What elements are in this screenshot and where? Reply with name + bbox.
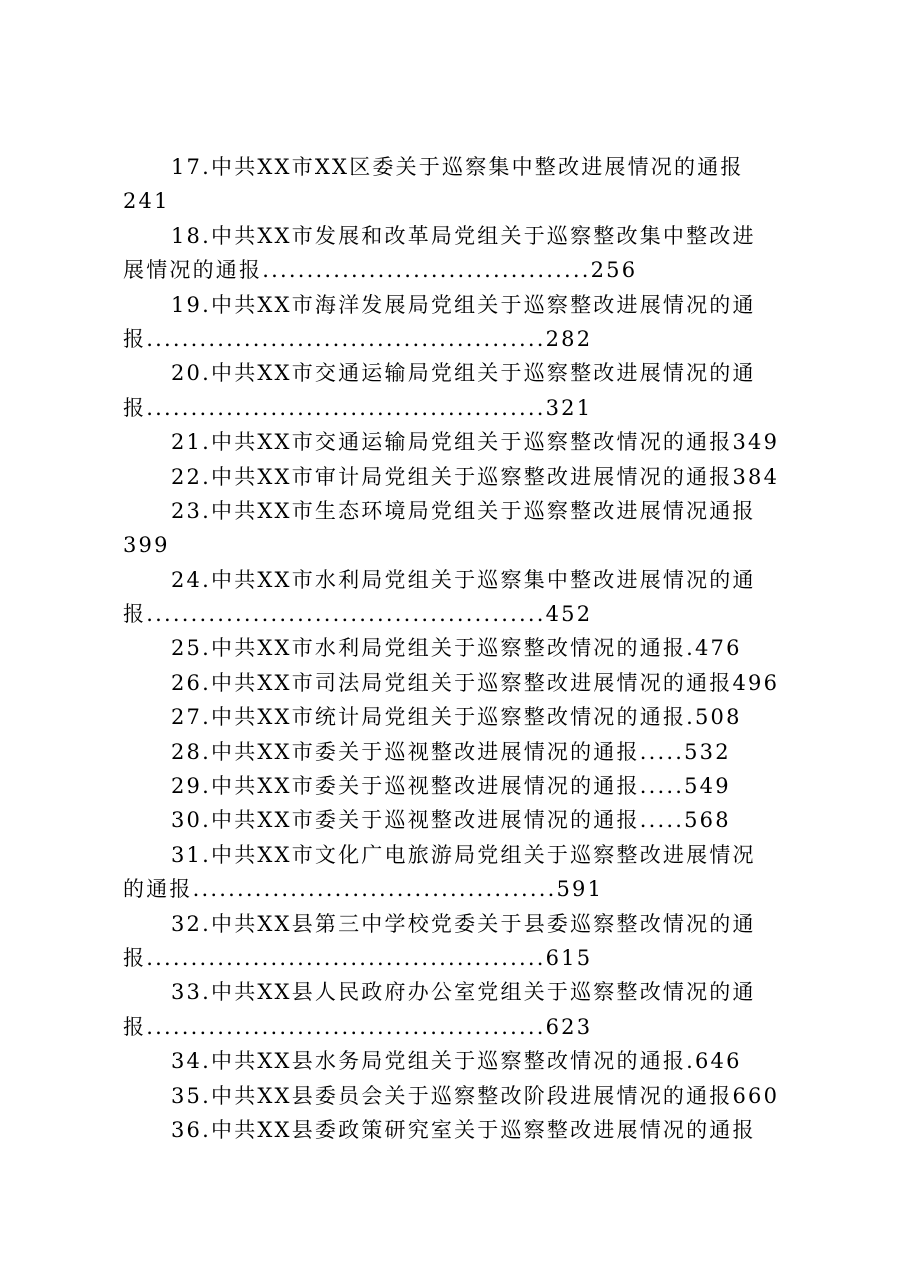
toc-entry[interactable] [123,494,798,563]
toc-entry-title: 33.中共XX县人民政府办公室党组关于巡察整改情况的通 [171,980,756,1005]
toc-entry[interactable] [123,150,798,219]
toc-entry-continuation: 报.............................................321 [123,395,593,420]
toc-entry[interactable] [123,1044,798,1078]
toc-entry-title: 31.中共XX市文化广电旅游局党组关于巡察整改进展情况 [171,842,756,867]
toc-entry-title: 21.中共XX市交通运输局党组关于巡察整改情况的通报349 [171,430,780,455]
toc-entry-title: 28.中共XX市委关于巡视整改进展情况的通报.....532 [171,739,731,764]
toc-entry-title: 23.中共XX市生态环境局党组关于巡察整改进展情况通报 [171,498,756,523]
toc-entry-title: 24.中共XX市水利局党组关于巡察集中整改进展情况的通 [171,567,756,592]
toc-entry-title: 18.中共XX市发展和改革局党组关于巡察整改集中整改进 [171,223,756,248]
toc-entry-continuation: 展情况的通报.....................................256 [123,258,638,283]
toc-entry-title: 19.中共XX市海洋发展局党组关于巡察整改进展情况的通 [171,292,756,317]
toc-entry-continuation: 报.............................................623 [123,1014,593,1039]
toc-entry[interactable] [123,288,798,357]
toc-entry-continuation: 报.............................................452 [123,602,593,627]
toc-entry-title: 27.中共XX市统计局党组关于巡察整改情况的通报.508 [171,705,742,730]
toc-entry-title: 20.中共XX市交通运输局党组关于巡察整改进展情况的通 [171,361,756,386]
toc-entry[interactable] [123,838,798,907]
toc-entry[interactable] [123,907,798,976]
table-of-contents [123,150,798,1147]
toc-entry[interactable] [123,425,798,459]
toc-entry-continuation: 报.............................................615 [123,945,593,970]
toc-entry-title: 35.中共XX县委员会关于巡察整改阶段进展情况的通报660 [171,1083,780,1108]
toc-entry-title: 26.中共XX市司法局党组关于巡察整改进展情况的通报496 [171,670,780,695]
toc-entry[interactable] [123,563,798,632]
toc-entry-page: 399 [123,533,170,558]
toc-entry[interactable] [123,735,798,769]
toc-entry-title: 25.中共XX市水利局党组关于巡察整改情况的通报.476 [171,636,742,661]
toc-entry-title: 17.中共XX市XX区委关于巡察集中整改进展情况的通报 [171,155,744,179]
toc-entry[interactable] [123,1079,798,1113]
toc-entry[interactable] [123,219,798,288]
toc-entry-title: 36.中共XX县委政策研究室关于巡察整改进展情况的通报 [171,1117,756,1142]
toc-entry[interactable] [123,666,798,700]
toc-entry-page: 241 [123,189,170,214]
toc-entry-title: 34.中共XX县水务局党组关于巡察整改情况的通报.646 [171,1049,742,1074]
toc-entry[interactable] [123,975,798,1044]
toc-entry-title: 22.中共XX市审计局党组关于巡察整改进展情况的通报384 [171,464,780,489]
toc-entry[interactable] [123,769,798,803]
toc-entry-title: 30.中共XX市委关于巡视整改进展情况的通报.....568 [171,808,731,833]
toc-entry[interactable] [123,356,798,425]
toc-entry-continuation: 的通报.........................................591 [123,877,604,902]
toc-entry[interactable] [123,700,798,734]
toc-entry[interactable] [123,460,798,494]
toc-entry-continuation: 报.............................................282 [123,326,593,351]
toc-entry-title: 32.中共XX县第三中学校党委关于县委巡察整改情况的通 [171,911,756,936]
toc-entry[interactable] [123,803,798,837]
toc-entry[interactable] [123,1113,798,1147]
toc-entry[interactable] [123,631,798,665]
toc-entry-title: 29.中共XX市委关于巡视整改进展情况的通报.....549 [171,774,731,799]
